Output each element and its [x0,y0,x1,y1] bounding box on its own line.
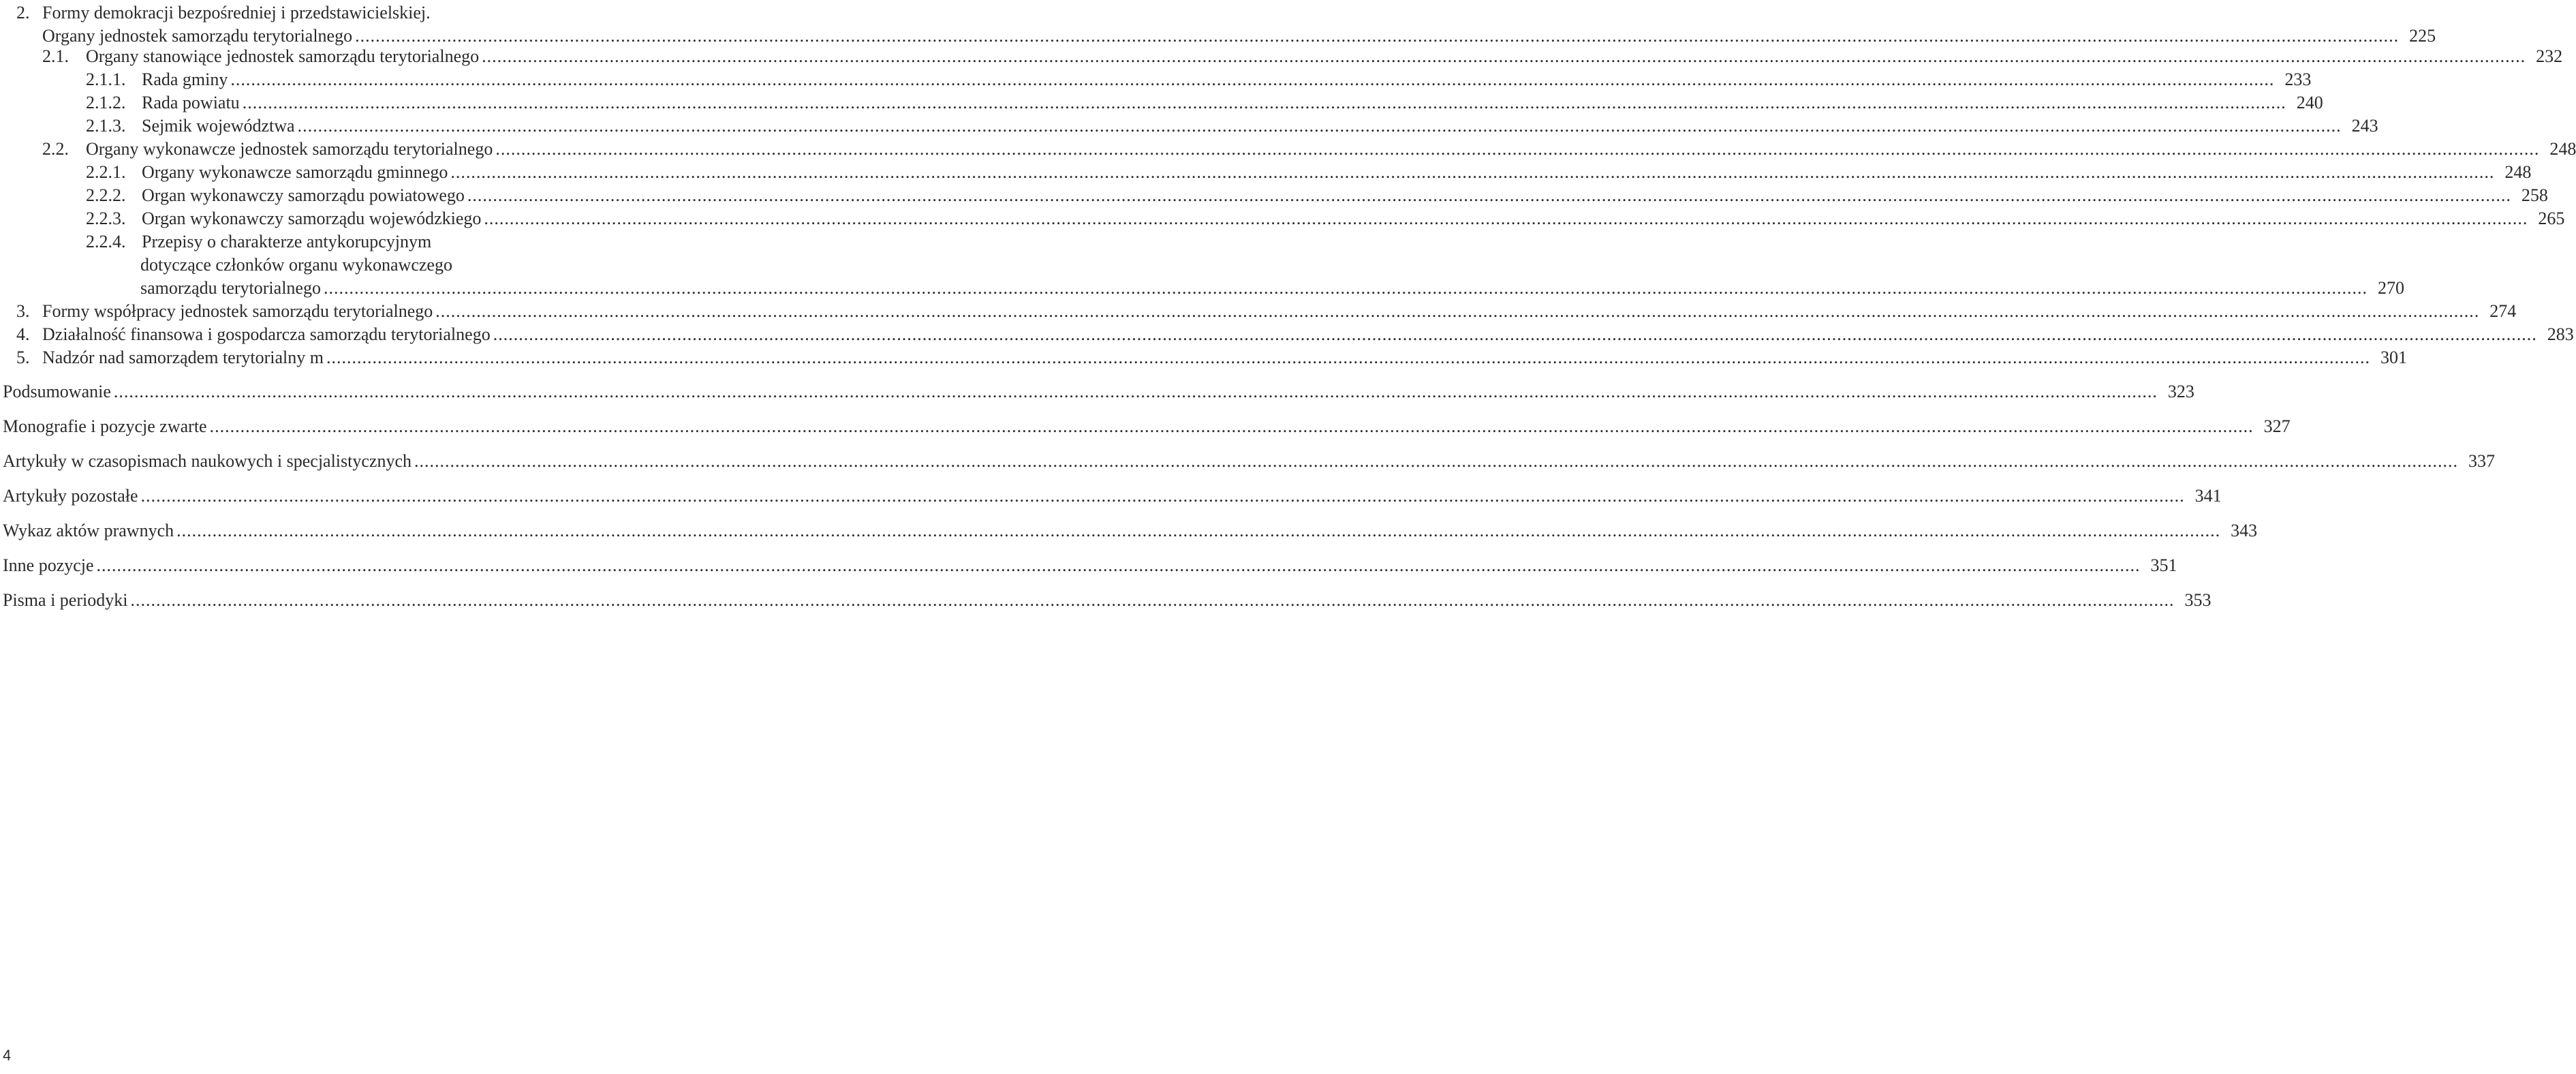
toc-entry-page: 343 [2231,521,2258,540]
toc-entry [142,184,2548,207]
dot-leader: ................................................................................................................................................................................................................................................................................................................................................................................................................ [484,209,2528,228]
toc-entry-number: 3. [16,301,30,321]
toc-entry-title: Inne pozycje [3,555,94,575]
toc-entry-page: 341 [2194,486,2222,506]
toc-entry-page: 323 [2167,382,2194,401]
toc-entry [42,25,2436,48]
toc-entry-title: Organy wykonawcze jednostek samorządu terytorialnego [86,139,493,159]
toc-entry-page: 274 [2489,301,2517,321]
toc-entry [3,415,2291,438]
toc-entry-page: 233 [2284,70,2312,89]
toc-entry-page: 258 [2521,185,2548,205]
toc-entry-number: 2.2.3. [86,209,126,228]
dot-leader: ................................................................................................................................................................................................................................................................................................................................................................................................................ [242,93,2286,112]
toc-entry [3,450,2495,473]
dot-leader: ................................................................................................................................................................................................................................................................................................................................................................................................................ [414,451,2458,471]
toc-entry-title: Wykaz aktów prawnych [3,521,174,540]
toc-entry-title: Sejmik województwa [142,116,295,136]
dot-leader: ................................................................................................................................................................................................................................................................................................................................................................................................................ [130,590,2175,610]
dot-leader: ................................................................................................................................................................................................................................................................................................................................................................................................................ [482,46,2526,66]
toc-entry-title: Organ wykonawczy samorządu wojewódzkiego [142,209,482,228]
toc-entry [42,323,2574,346]
toc-entry-title: Nadzór nad samorządem terytorialny m [42,348,324,367]
dot-leader: ................................................................................................................................................................................................................................................................................................................................................................................................................ [467,185,2511,205]
toc-entry-page: 353 [2184,590,2212,610]
toc-entry [42,346,2407,369]
toc-entry-number: 4. [16,324,30,344]
dot-leader: ................................................................................................................................................................................................................................................................................................................................................................................................................ [326,348,2370,367]
dot-leader: ................................................................................................................................................................................................................................................................................................................................................................................................................ [435,301,2480,321]
toc-entry [3,485,2222,508]
toc-entry-number: 2.2. [42,139,69,159]
toc-entry [3,589,2212,612]
dot-leader: ................................................................................................................................................................................................................................................................................................................................................................................................................ [323,278,2368,298]
dot-leader: ................................................................................................................................................................................................................................................................................................................................................................................................................ [230,70,2275,89]
toc-entry-page: 248 [2504,162,2532,182]
dot-leader: ................................................................................................................................................................................................................................................................................................................................................................................................................ [113,382,2158,401]
toc-entry-number: 2. [16,3,30,22]
toc-entry-number: 2.1. [42,46,69,66]
toc-entry-title: Organy wykonawcze samorządu gminnego [142,162,448,182]
toc-entry-page: 337 [2468,451,2495,471]
toc-entry-title: Artykuły w czasopismach naukowych i specjalistycznych [3,451,412,471]
toc-entry [142,68,2312,91]
toc-entry-title: Formy demokracji bezpośredniej i przedstawicielskiej. [42,3,431,22]
toc-entry-title: Rada gminy [142,70,228,89]
dot-leader: ................................................................................................................................................................................................................................................................................................................................................................................................................ [493,324,2537,344]
toc-entry [3,519,2258,542]
toc-entry-title: Rada powiatu [142,93,240,112]
toc-entry-title: Formy współpracy jednostek samorządu terytorialnego [42,301,433,321]
toc-entry-title-continuation: dotyczące członków organu wykonawczego [140,255,452,275]
dot-leader: ................................................................................................................................................................................................................................................................................................................................................................................................................ [176,521,2221,540]
toc-entry-number: 2.1.3. [86,116,126,136]
dot-leader: ................................................................................................................................................................................................................................................................................................................................................................................................................ [140,486,2185,506]
toc-entry-page: 283 [2547,324,2574,344]
dot-leader: ................................................................................................................................................................................................................................................................................................................................................................................................................ [355,26,2400,46]
dot-leader: ................................................................................................................................................................................................................................................................................................................................................................................................................ [495,139,2540,159]
toc-entry-page: 248 [2549,139,2576,159]
toc-entry-page: 270 [2377,278,2404,298]
toc-entry-page: 301 [2380,348,2407,367]
toc-entry-number: 2.2.1. [86,162,126,182]
toc-entry-number: 2.1.2. [86,93,126,112]
toc-entry-page: 327 [2263,416,2291,436]
toc-entry-title: Przepisy o charakterze antykorupcyjnym [142,232,432,251]
toc-entry-number: 2.2.2. [86,185,126,205]
toc-entry [142,91,2323,114]
dot-leader: ................................................................................................................................................................................................................................................................................................................................................................................................................ [450,162,2495,182]
toc-entry [142,161,2532,184]
dot-leader: ................................................................................................................................................................................................................................................................................................................................................................................................................ [96,555,2141,575]
toc-entry [142,114,2378,138]
page-number: 4 [3,1047,12,1064]
toc-entry-title: Monografie i pozycje zwarte [3,416,207,436]
dot-leader: ................................................................................................................................................................................................................................................................................................................................................................................................................ [297,116,2342,136]
toc-entry [86,45,2563,68]
toc-entry-page: 265 [2538,209,2565,228]
toc-entry-title: Artykuły pozostałe [3,486,138,506]
toc-entry [86,138,2576,161]
toc-entry-title: Podsumowanie [3,382,111,401]
toc-entry [3,554,2177,577]
toc-entry-page: 243 [2351,116,2378,136]
toc-entry-page: 351 [2150,555,2177,575]
toc-entry [142,207,2565,230]
toc-entry [140,277,2404,300]
toc-entry-number: 2.1.1. [86,70,126,89]
toc-entry [42,300,2517,323]
dot-leader: ................................................................................................................................................................................................................................................................................................................................................................................................................ [209,416,2254,436]
toc-entry-title-continuation: Organy jednostek samorządu terytorialnego [42,26,353,46]
toc-entry-number: 5. [16,348,30,367]
toc-entry-page: 232 [2536,46,2563,66]
toc-entry [3,380,2194,403]
toc-entry-title: Działalność finansowa i gospodarcza samorządu terytorialnego [42,324,491,344]
toc-entry-title: Organy stanowiące jednostek samorządu terytorialnego [86,46,480,66]
toc-entry-number: 2.2.4. [86,232,126,251]
toc-entry-title: Pisma i periodyki [3,590,128,610]
toc-entry-page: 240 [2296,93,2323,112]
toc-entry-page: 225 [2409,26,2436,46]
toc-entry-title-continuation: samorządu terytorialnego [140,278,321,298]
toc-entry-title: Organ wykonawczy samorządu powiatowego [142,185,465,205]
